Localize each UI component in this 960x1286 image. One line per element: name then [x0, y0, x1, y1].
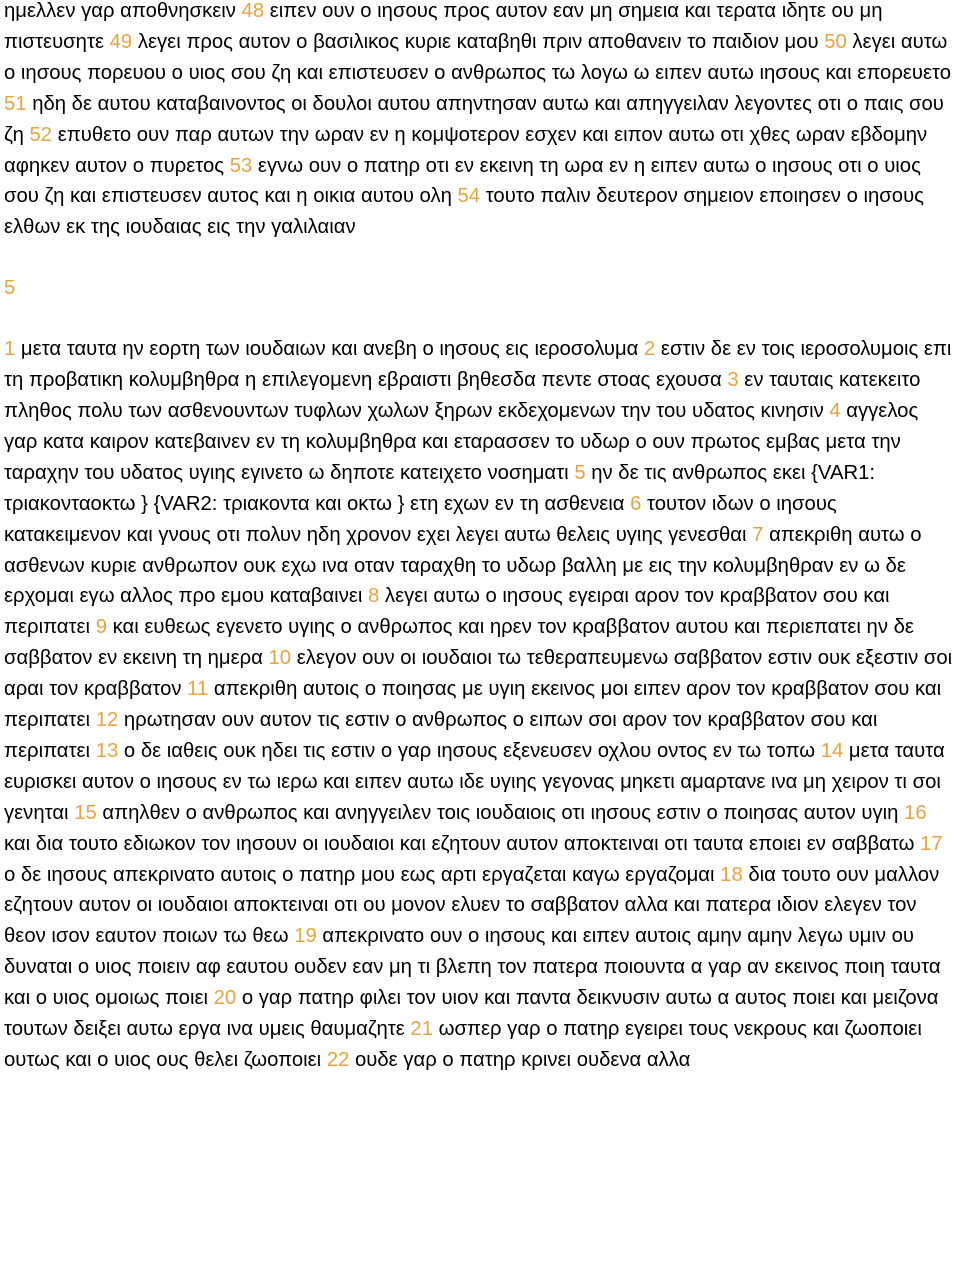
verse-number: 10 — [268, 647, 292, 670]
verse-text: ο δε ιαθεις ουκ ηδει τις εστιν ο γαρ ιησους εξενευσεν οχλου οντος εν τω τοπω — [118, 739, 821, 762]
verse-text: ο δε ιησους απεκρινατο αυτοις ο πατηρ μου εως αρτι εργαζεται καγω εργαζομαι — [4, 863, 721, 886]
paragraph-chapter-4-end — [4, 0, 954, 243]
verse-number: 17 — [920, 832, 943, 855]
verse-text: αγγελος γαρ κατα καιρον κατεβαινεν εν τη κολυμβηθρα και εταρασσεν το υδωρ ο ουν πρωτος εμβας μετα την ταραχην του υδατος υγιης εγινετο ω δηποτε κατειχετο νοσηματι — [4, 399, 919, 484]
verse-text: ωσπερ γαρ ο πατηρ εγειρει τους νεκρους και ζωοποιει ουτως και ο υιος ους θελει ζωοποιει — [4, 1018, 922, 1071]
verse-text: ηδη δε αυτου καταβαινοντος οι δουλοι αυτου απηντησαν αυτω και απηγγειλαν λεγοντες οτι ο παις σου ζη — [4, 92, 944, 146]
verse-number: 4 — [829, 399, 841, 422]
verse-number: 8 — [368, 585, 380, 608]
verse-number: 51 — [4, 92, 27, 115]
verse-number: 52 — [29, 123, 53, 146]
verse-number: 5 — [574, 461, 586, 484]
verse-text: μετα ταυτα ην εορτη των ιουδαιων και ανεβη ο ιησους εις ιεροσολυμα — [15, 338, 645, 361]
verse-text: απεκριθη αυτοις ο ποιησας με υγιη εκεινος μοι ειπεν αρον τον κραββατον σου και περιπατει — [4, 678, 942, 732]
spacer — [4, 304, 954, 334]
verse-number: 7 — [752, 523, 764, 546]
verse-number: 53 — [229, 154, 253, 177]
verse-text: ουδε γαρ ο πατηρ κρινει ουδενα αλλα — [349, 1049, 691, 1071]
verse-text: και δια τουτο εδιωκον τον ιησουν οι ιουδαιοι και εζητουν αυτον αποκτειναι οτι ταυτα εποιει εν σαββατω — [4, 832, 921, 855]
verse-number: 6 — [630, 492, 642, 515]
verse-text: ειπεν ουν ο ιησους προς αυτον εαν μη σημεια και τερατα ιδητε ου μη πιστευσητε — [4, 0, 883, 53]
verse-text: ημελλεν γαρ αποθνησκειν — [4, 0, 242, 22]
verse-text: εστιν δε εν τοις ιεροσολυμοις επι τη προβατικη κολυμβηθρα η επιλεγομενη εβραιστι βηθεσδα πεντε στοας εχουσα — [4, 338, 952, 392]
paragraph-chapter-5 — [4, 334, 954, 1076]
verse-text: απηλθεν ο ανθρωπος και ανηγγειλεν τοις ιουδαιοις οτι ιησους εστιν ο ποιησας αυτον υγιη — [96, 801, 905, 824]
verse-number: 11 — [187, 678, 209, 701]
verse-text: και ευθεως εγενετο υγιης ο ανθρωπος και ηρεν τον κραββατον αυτου και περιεπατει ην δε σαββατον εν εκεινη τη ημερα — [4, 616, 914, 670]
verse-number: 50 — [824, 30, 847, 53]
verse-number: 49 — [109, 30, 133, 53]
verse-text: ο γαρ πατηρ φιλει τον υιον και παντα δεικνυσιν αυτω α αυτος ποιει και μειζονα τουτων δειξει αυτω εργα ινα υμεις θαυμαζητε — [4, 987, 939, 1041]
verse-text: τουτο παλιν δευτερον σημειον εποιησεν ο ιησους ελθων εκ της ιουδαιας εις την γαλιλαιαν — [4, 185, 924, 239]
verse-text: εγνω ουν ο πατηρ οτι εν εκεινη τη ωρα εν η ειπεν αυτω ο ιησους οτι ο υιος σου ζη και επιστευσεν αυτος και η οικια αυτου ολη — [4, 154, 921, 208]
verse-text: δια τουτο ουν μαλλον εζητουν αυτον οι ιουδαιοι αποκτειναι οτι ου μονον ελυεν το σαββατον αλλα και πατερα ιδιον ελεγεν τον θεον ισον εαυτον ποιων τω θεω — [4, 863, 940, 948]
verse-number: 16 — [904, 801, 927, 824]
verse-text: ελεγον ουν οι ιουδαιοι τω τεθεραπευμενω σαββατον εστιν ουκ εξεστιν σοι αραι τον κραββατον — [4, 647, 953, 701]
verse-number: 12 — [95, 709, 119, 732]
verse-text: εν ταυταις κατεκειτο πληθος πολυ των ασθενουντων τυφλων χωλων ξηρων εκδεχομενων την του υδατος κινησιν — [4, 369, 921, 422]
verse-text: λεγει προς αυτον ο βασιλικος κυριε καταβηθι πριν αποθανειν το παιδιον μου — [132, 30, 825, 53]
verse-number: 18 — [720, 863, 743, 886]
verse-number: 9 — [95, 616, 107, 639]
verse-text: τουτον ιδων ο ιησους κατακειμενον και γνους οτι πολυν ηδη χρονον εχει λεγει αυτω θελεις υγιης γενεσθαι — [4, 492, 837, 546]
verse-text: επυθετο ουν παρ αυτων την ωραν εν η κομψοτερον εσχεν και ειπον αυτω οτι χθες ωραν εβδομην αφηκεν αυτον ο πυρετος — [4, 123, 928, 177]
verse-number: 48 — [241, 0, 265, 22]
verse-number: 54 — [457, 185, 481, 208]
verse-number: 2 — [644, 338, 656, 361]
verse-text: ηρωτησαν ουν αυτον τις εστιν ο ανθρωπος ο ειπων σοι αρον τον κραββατον σου και περιπατει — [4, 709, 878, 762]
verse-number: 21 — [410, 1018, 433, 1041]
verse-number: 19 — [294, 925, 317, 948]
verse-text: μετα ταυτα ευρισκει αυτον ο ιησους εν τω ιερω και ειπεν αυτω ιδε υγιης γεγονας μηκετι αμαρτανε ινα μη χειρον τι σοι γενηται — [4, 739, 945, 824]
verse-number: 3 — [727, 369, 739, 392]
chapter-heading: 5 — [4, 277, 16, 300]
verse-number: 22 — [326, 1049, 350, 1071]
verse-number: 14 — [820, 739, 844, 762]
verse-number: 15 — [74, 801, 97, 824]
verse-number: 1 — [4, 338, 16, 361]
spacer — [4, 243, 954, 273]
verse-text: απεκρινατο ουν ο ιησους και ειπεν αυτοις αμην αμην λεγω υμιν ου δυναται ο υιος ποιειν αφ εαυτου ουδεν εαν μη τι βλεπη τον πατερα ποιουντα α γαρ αν εκεινος ποιη ταυτα και ο υιος ομοιως ποιει — [4, 925, 941, 1010]
verse-text: απεκριθη αυτω ο ασθενων κυριε ανθρωπον ουκ εχω ινα οταν ταραχθη το υδωρ βαλλη με εις την κολυμβηθραν εν ω δε ερχομαι εγω αλλος προ εμου καταβαινει — [4, 523, 922, 608]
verse-text: ην δε τις ανθρωπος εκει {VAR1: τριακονταοκτω } {VAR2: τριακοντα και οκτω } ετη εχων εν τη ασθενεια — [4, 461, 876, 515]
verse-text: λεγει αυτω ο ιησους πορευου ο υιος σου ζη και επιστευσεν ο ανθρωπος τω λογω ω ειπεν αυτω ιησους και επορευετο — [4, 30, 952, 84]
verse-number: 20 — [213, 987, 237, 1010]
verse-number: 13 — [95, 739, 119, 762]
verse-text: λεγει αυτω ο ιησους εγειραι αρον τον κραββατον σου και περιπατει — [4, 585, 890, 639]
document-page — [4, 0, 954, 1076]
